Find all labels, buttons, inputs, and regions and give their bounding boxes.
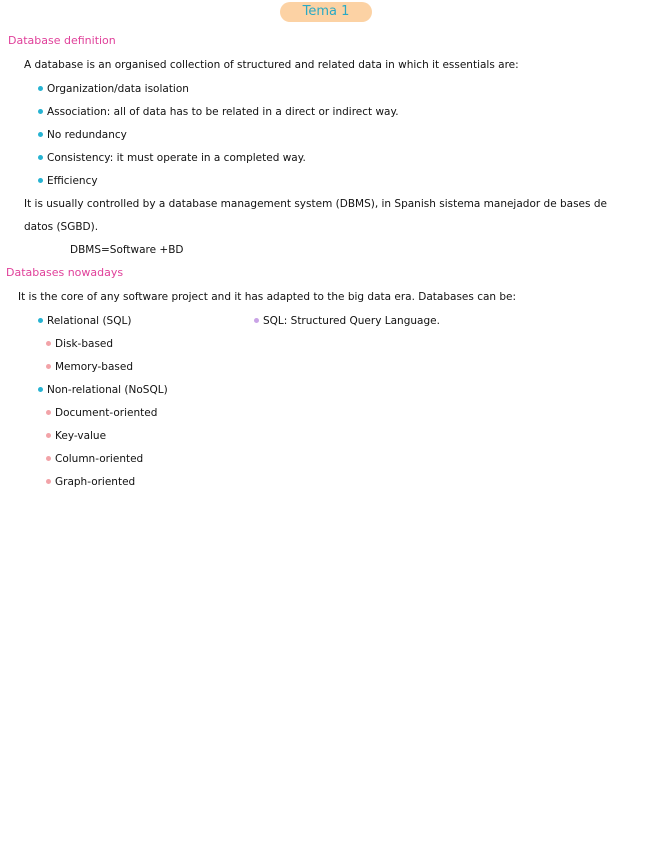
- bullet-dot-icon: [38, 387, 43, 392]
- bullet-dot-icon: [46, 341, 51, 346]
- bullet-dot-icon: [38, 86, 43, 91]
- list-item: [38, 128, 127, 142]
- list-item-non-relational: [38, 383, 168, 397]
- list-item-label: Column-oriented: [55, 453, 144, 465]
- nowadays-intro: It is the core of any software project and it has adapted to the big data era. Databases can be:: [18, 291, 517, 303]
- list-item: [46, 429, 106, 443]
- definition-intro: A database is an organised collection of structured and related data in which it essentials are:: [24, 59, 519, 71]
- bullet-dot-icon: [46, 410, 51, 415]
- bullet-dot-icon: [38, 132, 43, 137]
- list-item-label: Relational (SQL): [47, 315, 132, 327]
- list-item-relational: [38, 314, 131, 328]
- dbms-formula: DBMS=Software +BD: [70, 244, 184, 256]
- bullet-dot-icon: [46, 433, 51, 438]
- list-item-label: Consistency: it must operate in a completed way.: [47, 152, 306, 164]
- bullet-dot-icon: [46, 364, 51, 369]
- list-item: [38, 151, 306, 165]
- list-item: [46, 337, 113, 351]
- bullet-dot-icon: [254, 318, 259, 323]
- list-item: [46, 360, 133, 374]
- sql-note-text: SQL: Structured Query Language.: [263, 315, 440, 327]
- section-heading-databases-nowadays: Databases nowadays: [6, 266, 124, 279]
- bullet-dot-icon: [46, 456, 51, 461]
- bullet-dot-icon: [38, 155, 43, 160]
- list-item-label: Key-value: [55, 430, 107, 442]
- list-item: [38, 105, 399, 119]
- page-title: Tema 1: [280, 2, 372, 22]
- dbms-paragraph-line: It is usually controlled by a database management system (DBMS), in Spanish sistema manejador de bases de: [24, 198, 607, 210]
- bullet-dot-icon: [46, 479, 51, 484]
- list-item-label: Organization/data isolation: [47, 83, 189, 95]
- bullet-dot-icon: [38, 109, 43, 114]
- list-item-label: Memory-based: [55, 361, 134, 373]
- list-item-label: Graph-oriented: [55, 476, 136, 488]
- list-item-label: Association: all of data has to be related in a direct or indirect way.: [47, 106, 399, 118]
- list-item-label: Disk-based: [55, 338, 114, 350]
- list-item: [38, 174, 98, 188]
- list-item: [38, 82, 189, 96]
- list-item-label: Efficiency: [47, 175, 98, 187]
- list-item-label: Non-relational (NoSQL): [47, 384, 168, 396]
- bullet-dot-icon: [38, 318, 43, 323]
- sql-note: [254, 314, 440, 328]
- list-item: [46, 452, 143, 466]
- list-item: [46, 475, 135, 489]
- list-item-label: Document-oriented: [55, 407, 158, 419]
- bullet-dot-icon: [38, 178, 43, 183]
- list-item: [46, 406, 157, 420]
- dbms-paragraph-line: datos (SGBD).: [24, 221, 99, 233]
- section-heading-database-definition: Database definition: [8, 34, 116, 47]
- list-item-label: No redundancy: [47, 129, 127, 141]
